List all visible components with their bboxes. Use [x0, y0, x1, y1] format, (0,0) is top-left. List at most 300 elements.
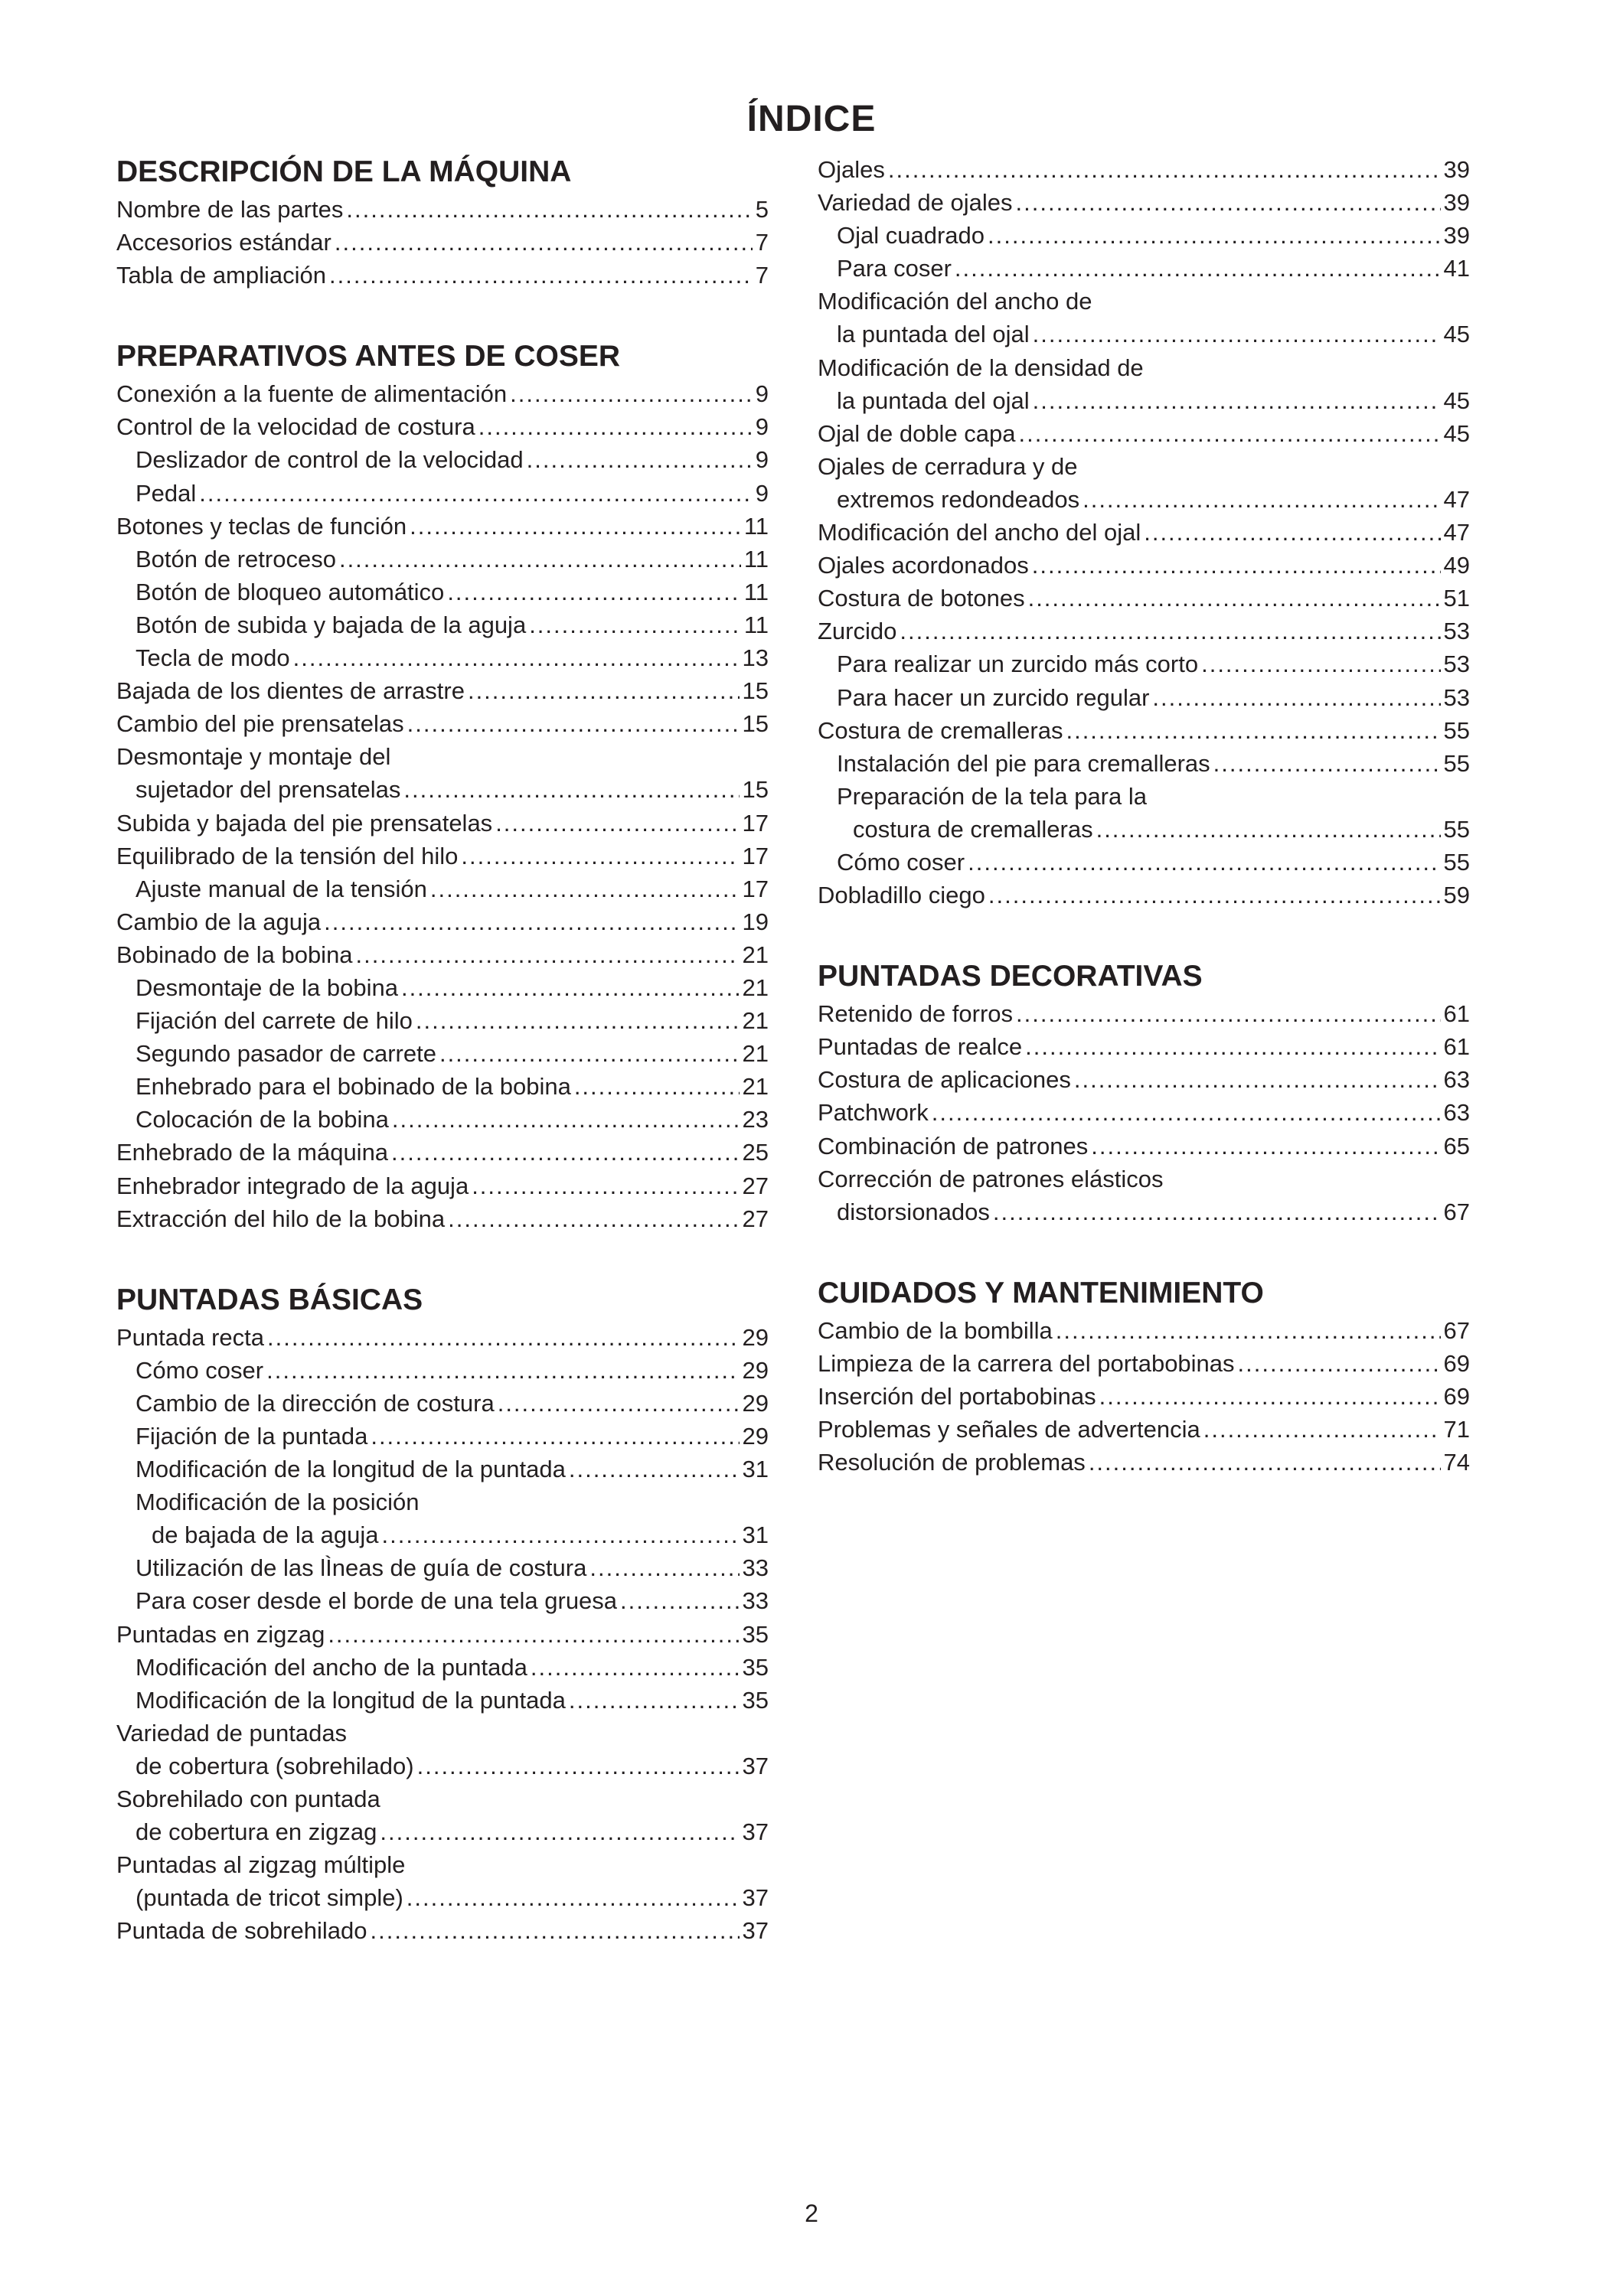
toc-entry	[116, 543, 769, 576]
toc-entry	[116, 971, 769, 1004]
toc-section-puntadas-basicas	[116, 1280, 769, 1948]
toc-entry-page: 55	[1443, 716, 1470, 744]
toc-entry-page: 7	[755, 262, 769, 289]
toc-entry	[818, 1380, 1470, 1413]
toc-entry-title: Ojales	[818, 156, 885, 183]
toc-entry-page: 47	[1443, 485, 1470, 513]
dot-leader	[1091, 1130, 1440, 1163]
page-number: 2	[805, 2200, 818, 2227]
toc-entry-title: Inserción del portabobinas	[818, 1383, 1096, 1410]
dot-leader	[371, 1420, 739, 1453]
dot-leader	[335, 226, 753, 259]
toc-entry	[116, 377, 769, 410]
toc-entry	[116, 1618, 769, 1651]
dot-leader	[1056, 1314, 1441, 1347]
toc-entry-page: 13	[742, 644, 769, 672]
toc-entry-title: Para hacer un zurcido regular	[837, 683, 1150, 711]
toc-entry-title: Desmontaje de la bobina	[136, 974, 398, 1001]
section-heading: PREPARATIVOS ANTES DE COSER	[116, 340, 621, 373]
dot-leader	[1152, 681, 1440, 714]
toc-entry-title: Costura de botones	[818, 585, 1025, 612]
toc-entry	[116, 1584, 769, 1617]
toc-entry-title: Variedad de ojales	[818, 189, 1013, 217]
toc-entry-title: Puntadas de realce	[818, 1033, 1023, 1061]
toc-entry-page: 49	[1443, 552, 1470, 579]
toc-entry-page: 59	[1443, 882, 1470, 909]
toc-entry-page: 41	[1443, 255, 1470, 282]
toc-entry-page: 17	[742, 809, 769, 837]
toc-entry-page: 35	[742, 1620, 769, 1648]
page-title: ÍNDICE	[746, 99, 877, 139]
toc-entry-page: 37	[742, 1752, 769, 1779]
toc-entry	[116, 1387, 769, 1420]
toc-entry-page: 53	[1443, 651, 1470, 678]
dot-leader	[439, 1037, 740, 1070]
dot-leader	[447, 576, 741, 608]
toc-entry	[116, 510, 769, 543]
toc-entry-title: Preparación de la tela para la	[837, 782, 1147, 810]
toc-entry-page: 29	[742, 1423, 769, 1450]
toc-section-puntadas-decorativas	[818, 956, 1470, 1228]
dot-leader	[401, 971, 740, 1004]
toc-entry	[818, 1413, 1470, 1446]
toc-entry-title: Costura de aplicaciones	[818, 1066, 1071, 1094]
dot-leader	[370, 1914, 739, 1947]
toc-section-cuidados-y-mantenimiento	[818, 1273, 1470, 1479]
toc-entry-page: 21	[742, 1040, 769, 1068]
toc-entry-page: 21	[742, 941, 769, 968]
toc-entry	[818, 516, 1470, 549]
toc-entry-title: de bajada de la aguja	[152, 1521, 379, 1549]
dot-leader	[461, 840, 739, 872]
toc-entry-title: Combinación de patrones	[818, 1132, 1089, 1159]
toc-entry	[818, 1063, 1470, 1096]
toc-entry	[818, 186, 1470, 219]
toc-entry-page: 27	[742, 1205, 769, 1232]
dot-leader	[403, 773, 739, 806]
toc-entry-title: Instalación del pie para cremalleras	[837, 749, 1210, 777]
toc-entry-title: Segundo pasador de carrete	[136, 1040, 436, 1068]
toc-entry-title: Colocación de la bobina	[136, 1106, 389, 1133]
dot-leader	[988, 219, 1441, 252]
toc-entry-page: 55	[1443, 848, 1470, 876]
dot-leader	[448, 1202, 739, 1235]
toc-entry-title: Corrección de patrones elásticos	[818, 1165, 1164, 1192]
toc-entry	[116, 1684, 769, 1717]
toc-entry-page: 37	[742, 1917, 769, 1945]
toc-entry-page: 45	[1443, 386, 1470, 414]
toc-entry-title: Conexión a la fuente de alimentación	[116, 380, 508, 408]
toc-entry-page: 15	[742, 710, 769, 738]
toc-entry	[818, 780, 1470, 813]
toc-entry-title: Botón de subida y bajada de la aguja	[136, 611, 527, 638]
toc-entry-title: la puntada del ojal	[837, 386, 1030, 414]
toc-entry-title: Modificación de la posición	[136, 1489, 420, 1516]
toc-entry	[818, 417, 1470, 450]
dot-leader	[430, 872, 740, 905]
toc-entry-page: 17	[742, 842, 769, 869]
section-heading: PUNTADAS DECORATIVAS	[818, 960, 1203, 993]
toc-entry-title: Cómo coser	[837, 848, 965, 876]
toc-entry-page: 39	[1443, 156, 1470, 183]
toc-entry-title: Modificación del ancho de la puntada	[136, 1653, 527, 1681]
toc-entry-title: Resolución de problemas	[818, 1449, 1086, 1476]
toc-entry-page: 53	[1443, 618, 1470, 645]
toc-entry	[116, 773, 769, 806]
toc-entry-page: 9	[755, 479, 769, 507]
toc-entry	[116, 740, 769, 773]
toc-entry-page: 31	[742, 1521, 769, 1549]
toc-entry-page: 67	[1443, 1316, 1470, 1344]
toc-entry	[116, 641, 769, 674]
dot-leader	[574, 1070, 740, 1103]
toc-entry-page: 39	[1443, 222, 1470, 249]
dot-leader	[346, 193, 752, 226]
toc-entry-page: 25	[742, 1139, 769, 1166]
toc-entry	[116, 1037, 769, 1070]
dot-leader	[968, 846, 1440, 879]
dot-leader	[1201, 647, 1440, 680]
toc-entry-page: 45	[1443, 419, 1470, 447]
toc-entry-page: 74	[1443, 1449, 1470, 1476]
toc-entry-title: la puntada del ojal	[837, 321, 1030, 348]
toc-entry-title: extremos redondeados	[837, 485, 1080, 513]
toc-entry-page: 11	[743, 611, 769, 638]
toc-entry-page: 55	[1443, 749, 1470, 777]
dot-leader	[1203, 1413, 1441, 1446]
toc-entry-page: 63	[1443, 1099, 1470, 1127]
dot-leader	[478, 410, 753, 443]
toc-entry-page: 45	[1443, 321, 1470, 348]
toc-entry-title: de cobertura en zigzag	[136, 1818, 377, 1846]
toc-entry	[818, 747, 1470, 780]
toc-entry-title: Equilibrado de la tensión del hilo	[116, 842, 459, 869]
dot-leader	[417, 1750, 740, 1782]
section-heading: DESCRIPCIÓN DE LA MÁQUINA	[116, 155, 572, 188]
toc-entry	[116, 707, 769, 740]
toc-entry	[818, 384, 1470, 417]
toc-entry	[818, 846, 1470, 879]
toc-entry	[116, 905, 769, 938]
toc-entry-page: 69	[1443, 1349, 1470, 1377]
dot-leader	[410, 510, 741, 543]
toc-entry-title: Ojales de cerradura y de	[818, 452, 1078, 480]
toc-entry	[116, 576, 769, 608]
dot-leader	[328, 1618, 739, 1651]
dot-leader	[1074, 1063, 1441, 1096]
toc-entry	[116, 1354, 769, 1387]
dot-leader	[1028, 582, 1441, 615]
toc-entry-title: de cobertura (sobrehilado)	[136, 1752, 414, 1779]
toc-entry-title: Botones y teclas de función	[116, 512, 407, 540]
toc-entry-title: Para coser	[837, 255, 952, 282]
toc-entry-title: Cambio del pie prensatelas	[116, 710, 404, 738]
dot-leader	[498, 1387, 740, 1420]
toc-entry-title: Accesorios estándar	[116, 229, 331, 256]
toc-entry-title: Bajada de los dientes de arrastre	[116, 677, 465, 705]
toc-left-column	[116, 152, 769, 1992]
toc-entry-title: Limpieza de la carrera del portabobinas	[818, 1349, 1235, 1377]
dot-leader	[1033, 318, 1441, 351]
toc-entry-page: 9	[755, 446, 769, 474]
section-heading: PUNTADAS BÁSICAS	[116, 1283, 423, 1316]
toc-entry	[116, 1651, 769, 1684]
toc-entry	[818, 1446, 1470, 1479]
dot-leader	[1238, 1347, 1441, 1380]
toc-entry-title: Sobrehilado con puntada	[116, 1786, 380, 1813]
toc-entry-page: 37	[742, 1818, 769, 1846]
toc-entry-title: Para coser desde el borde de una tela gruesa	[136, 1587, 618, 1615]
toc-entry	[818, 681, 1470, 714]
toc-entry-page: 35	[742, 1653, 769, 1681]
dot-leader	[407, 707, 740, 740]
toc-entry	[116, 1914, 769, 1947]
toc-entry-title: Costura de cremalleras	[818, 716, 1063, 744]
toc-entry-page: 5	[755, 196, 769, 223]
toc-entry-title: Patchwork	[818, 1099, 929, 1127]
toc-entry	[818, 1096, 1470, 1129]
toc-entry-page: 31	[742, 1456, 769, 1483]
toc-entry-title: Para realizar un zurcido más corto	[837, 651, 1199, 678]
toc-entry-title: Cambio de la bombilla	[818, 1316, 1053, 1344]
toc-entry	[818, 879, 1470, 912]
dot-leader	[392, 1103, 740, 1136]
dot-leader	[339, 543, 741, 576]
toc-entry	[116, 1486, 769, 1518]
toc-entry	[818, 219, 1470, 252]
toc-entry	[116, 872, 769, 905]
toc-entry-title: Fijación de la puntada	[136, 1423, 368, 1450]
dot-leader	[1083, 483, 1440, 516]
toc-entry-title: Puntadas en zigzag	[116, 1620, 325, 1648]
toc-entry-page: 7	[755, 229, 769, 256]
toc-entry	[818, 252, 1470, 285]
toc-entry-title: Modificación del ancho de	[818, 288, 1092, 315]
dot-leader	[495, 807, 739, 840]
toc-entry	[116, 807, 769, 840]
toc-entry-title: Ojal de doble capa	[818, 419, 1016, 447]
toc-entry-title: Cambio de la aguja	[116, 908, 322, 935]
toc-entry-page: 33	[742, 1554, 769, 1582]
toc-entry-title: Puntada recta	[116, 1323, 265, 1351]
toc-entry-title: Puntada de sobrehilado	[116, 1917, 367, 1945]
toc-entry-title: Modificación de la longitud de la puntada	[136, 1686, 566, 1714]
toc-entry	[116, 1004, 769, 1037]
dot-leader	[888, 153, 1441, 186]
dot-leader	[955, 252, 1441, 285]
toc-section-descripcion-de-la-maquina	[116, 152, 769, 292]
toc-entry	[116, 1202, 769, 1235]
toc-entry-page: 65	[1443, 1132, 1470, 1159]
toc-entry-title: Problemas y señales de advertencia	[818, 1416, 1200, 1443]
toc-entry-page: 35	[742, 1686, 769, 1714]
toc-entry	[116, 477, 769, 510]
toc-entry-title: Enhebrado para el bobinado de la bobina	[136, 1073, 571, 1101]
toc-entry-title: Modificación de la longitud de la puntada	[136, 1456, 566, 1483]
toc-entry-title: Tabla de ampliación	[116, 262, 327, 289]
toc-entry-page: 11	[743, 578, 769, 605]
dot-leader	[900, 615, 1440, 647]
dot-leader	[468, 674, 740, 707]
toc-entry-title: Bobinado de la bobina	[116, 941, 353, 968]
dot-leader	[1066, 714, 1440, 747]
toc-entry	[116, 674, 769, 707]
toc-entry	[818, 582, 1470, 615]
toc-entry-page: 39	[1443, 189, 1470, 217]
toc-entry	[818, 153, 1470, 186]
toc-entry-title: distorsionados	[837, 1198, 990, 1225]
toc-entry-title: Utilización de las lÌneas de guía de costura	[136, 1554, 587, 1582]
dot-leader	[620, 1584, 739, 1617]
dot-leader	[1019, 417, 1441, 450]
dot-leader	[988, 879, 1441, 912]
toc-section	[818, 153, 1470, 912]
toc-entry-title: Ajuste manual de la tensión	[136, 875, 427, 902]
toc-entry-page: 71	[1443, 1416, 1470, 1443]
toc-entry	[818, 1314, 1470, 1347]
toc-entry-page: 53	[1443, 683, 1470, 711]
toc-entry	[818, 285, 1470, 318]
toc-entry	[116, 1070, 769, 1103]
toc-entry-title: Nombre de las partes	[116, 196, 344, 223]
toc-entry-page: 11	[743, 512, 769, 540]
toc-entry	[818, 997, 1470, 1030]
toc-entry-page: 29	[742, 1356, 769, 1384]
toc-entry	[818, 1195, 1470, 1228]
dot-leader	[380, 1815, 739, 1848]
toc-entry-title: Control de la velocidad de costura	[116, 413, 475, 441]
toc-section-preparativos-antes-de-coser	[116, 336, 769, 1234]
toc-entry-page: 37	[742, 1884, 769, 1912]
toc-entry-page: 29	[742, 1323, 769, 1351]
toc-entry-page: 21	[742, 1007, 769, 1035]
dot-leader	[472, 1169, 739, 1202]
toc-entry	[818, 1130, 1470, 1163]
toc-entry-page: 47	[1443, 519, 1470, 546]
toc-entry	[818, 1163, 1470, 1195]
toc-entry-title: Zurcido	[818, 618, 897, 645]
toc-entry-page: 61	[1443, 1033, 1470, 1061]
toc-entry-title: Desmontaje y montaje del	[116, 743, 391, 771]
dot-leader	[407, 1881, 740, 1914]
toc-entry-page: 27	[742, 1172, 769, 1199]
dot-leader	[356, 938, 740, 971]
toc-entry-title: Cambio de la dirección de costura	[136, 1389, 495, 1417]
toc-entry	[818, 1347, 1470, 1380]
toc-entry	[116, 1103, 769, 1136]
dot-leader	[329, 259, 753, 292]
dot-leader	[932, 1096, 1441, 1129]
toc-entry	[116, 1518, 769, 1551]
dot-leader	[1096, 813, 1441, 846]
dot-leader	[324, 905, 739, 938]
toc-entry-page: 55	[1443, 815, 1470, 843]
toc-right-column	[818, 153, 1470, 1523]
toc-entry-page: 15	[742, 677, 769, 705]
dot-leader	[381, 1518, 739, 1551]
toc-entry-page: 67	[1443, 1198, 1470, 1225]
toc-entry	[116, 1782, 769, 1815]
dot-leader	[1025, 1030, 1440, 1063]
dot-leader	[993, 1195, 1441, 1228]
dot-leader	[527, 443, 753, 476]
toc-entry-page: 11	[743, 545, 769, 572]
dot-leader	[1032, 549, 1441, 582]
toc-entry-title: Modificación del ancho del ojal	[818, 519, 1141, 546]
toc-entry	[818, 647, 1470, 680]
toc-entry-page: 17	[742, 875, 769, 902]
toc-entry	[818, 351, 1470, 384]
toc-entry-page: 19	[742, 908, 769, 935]
toc-entry	[818, 714, 1470, 747]
dot-leader	[589, 1551, 739, 1584]
toc-entry-title: Variedad de puntadas	[116, 1719, 348, 1746]
toc-entry	[116, 1551, 769, 1584]
toc-entry	[116, 840, 769, 872]
toc-entry-page: 51	[1443, 585, 1470, 612]
toc-entry	[116, 1321, 769, 1354]
toc-entry	[116, 410, 769, 443]
toc-entry-title: Subida y bajada del pie prensatelas	[116, 809, 493, 837]
toc-entry-page: 15	[742, 776, 769, 804]
dot-leader	[510, 377, 753, 410]
toc-entry-page: 21	[742, 974, 769, 1001]
toc-entry	[116, 1136, 769, 1169]
toc-entry-title: Deslizador de control de la velocidad	[136, 446, 524, 474]
dot-leader	[1089, 1446, 1441, 1479]
toc-entry-title: Ojales acordonados	[818, 552, 1029, 579]
toc-entry	[818, 1030, 1470, 1063]
toc-entry-title: Puntadas al zigzag múltiple	[116, 1851, 406, 1879]
toc-entry	[818, 450, 1470, 483]
toc-entry-title: Cómo coser	[136, 1356, 264, 1384]
dot-leader	[416, 1004, 740, 1037]
toc-entry	[818, 549, 1470, 582]
dot-leader	[1213, 747, 1441, 780]
toc-entry-page: 63	[1443, 1066, 1470, 1094]
toc-entry	[818, 615, 1470, 647]
section-heading: CUIDADOS Y MANTENIMIENTO	[818, 1276, 1264, 1309]
dot-leader	[1016, 997, 1440, 1030]
dot-leader	[391, 1136, 739, 1169]
toc-entry-page: 23	[742, 1106, 769, 1133]
dot-leader	[1016, 186, 1441, 219]
toc-entry	[116, 1453, 769, 1486]
toc-entry	[116, 226, 769, 259]
toc-entry-title: Pedal	[136, 479, 197, 507]
toc-entry	[116, 1169, 769, 1202]
toc-entry	[116, 1750, 769, 1782]
dot-leader	[1144, 516, 1440, 549]
toc-entry	[116, 1717, 769, 1750]
toc-entry-title: Extracción del hilo de la bobina	[116, 1205, 446, 1232]
toc-entry-title: Dobladillo ciego	[818, 882, 985, 909]
toc-entry-title: Enhebrador integrado de la aguja	[116, 1172, 469, 1199]
toc-entry	[116, 193, 769, 226]
toc-entry-title: Botón de bloqueo automático	[136, 578, 445, 605]
dot-leader	[1033, 384, 1441, 417]
toc-entry-title: sujetador del prensatelas	[136, 776, 401, 804]
toc-entry-title: Enhebrado de la máquina	[116, 1139, 389, 1166]
dot-leader	[199, 477, 752, 510]
toc-entry-page: 69	[1443, 1383, 1470, 1410]
dot-leader	[569, 1453, 740, 1486]
dot-leader	[569, 1684, 740, 1717]
toc-entry-title: Botón de retroceso	[136, 545, 336, 572]
toc-entry	[116, 608, 769, 641]
toc-entry-title: costura de cremalleras	[853, 815, 1093, 843]
dot-leader	[531, 1651, 740, 1684]
